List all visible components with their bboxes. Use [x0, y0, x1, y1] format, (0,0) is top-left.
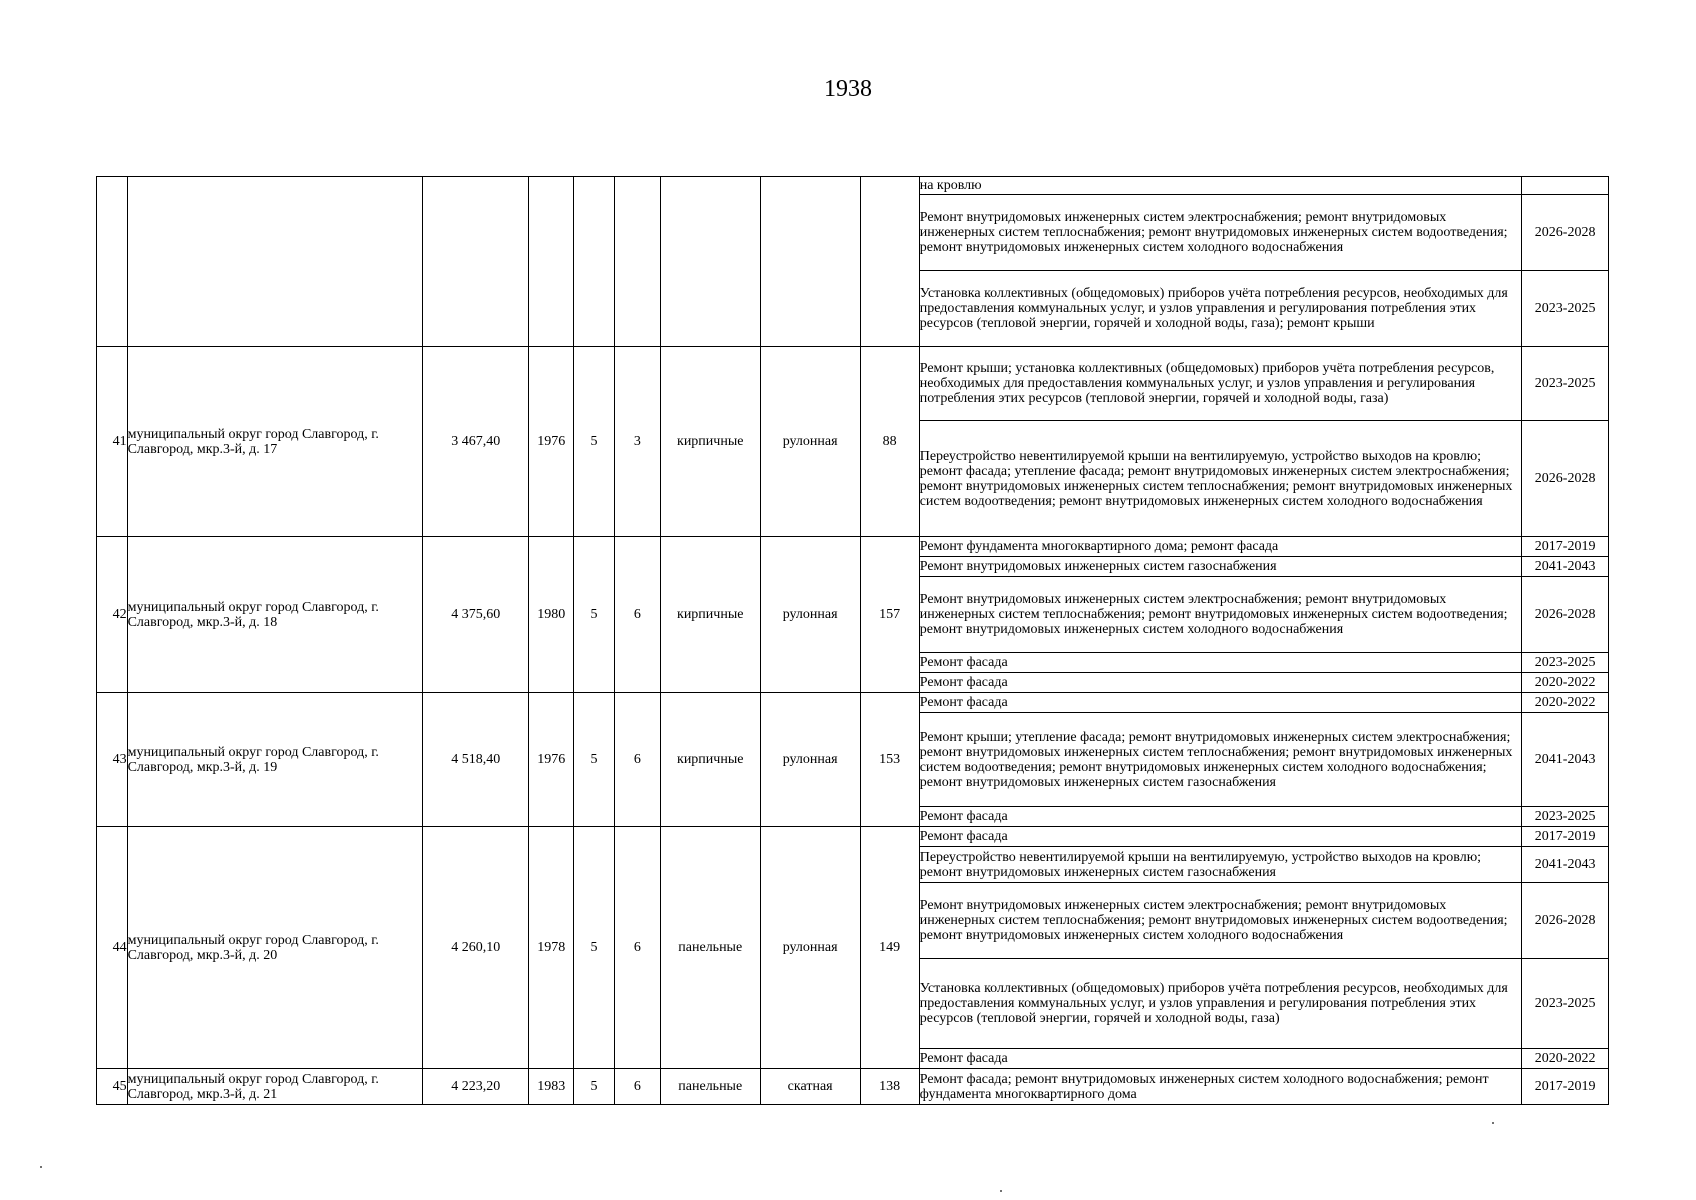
table-row	[97, 693, 1609, 713]
work-description: Ремонт фасада	[919, 693, 1522, 713]
building-year: 1980	[529, 537, 574, 693]
continued-empty-cell	[97, 177, 128, 347]
building-address: муниципальный округ город Славгород, г. Славгород, мкр.3-й, д. 19	[127, 693, 423, 827]
continued-empty-cell	[860, 177, 919, 347]
table-row	[97, 1069, 1609, 1105]
scan-speck	[1492, 1122, 1494, 1124]
work-period: 2023-2025	[1522, 807, 1609, 827]
work-description: Ремонт фундамента многоквартирного дома; ремонт фасада	[919, 537, 1522, 557]
work-description: Ремонт фасада	[919, 827, 1522, 847]
work-period: 2020-2022	[1522, 693, 1609, 713]
work-period: 2041-2043	[1522, 557, 1609, 577]
continued-empty-cell	[574, 177, 615, 347]
building-year: 1978	[529, 827, 574, 1069]
table-row	[97, 177, 1609, 195]
scan-speck	[40, 1166, 42, 1168]
building-floors: 5	[574, 347, 615, 537]
building-entrances: 6	[614, 693, 660, 827]
building-roof: рулонная	[760, 827, 860, 1069]
work-description: Ремонт внутридомовых инженерных систем электроснабжения; ремонт внутридомовых инженерных систем теплоснабжения; ремонт внутридомовых инженерных систем водоотведения; ремонт внутридомовых инженерных систем холодного водоснабжения	[919, 195, 1522, 271]
buildings-table	[96, 176, 1609, 1105]
building-floors: 5	[574, 537, 615, 693]
work-description: Ремонт фасада	[919, 807, 1522, 827]
work-description: Ремонт внутридомовых инженерных систем газоснабжения	[919, 557, 1522, 577]
scan-speck	[1000, 1190, 1002, 1192]
work-description: Ремонт крыши; установка коллективных (общедомовых) приборов учёта потребления ресурсов, необходимых для предоставления коммунальных услуг, и узлов управления и регулирования потребления этих ресурсов (тепловой энергии, горячей и холодной воды, газа)	[919, 347, 1522, 421]
building-entrances: 6	[614, 827, 660, 1069]
building-area: 4 518,40	[423, 693, 529, 827]
work-period: 2017-2019	[1522, 827, 1609, 847]
table-row	[97, 347, 1609, 421]
work-description: на кровлю	[919, 177, 1522, 195]
building-residents: 138	[860, 1069, 919, 1105]
building-year: 1983	[529, 1069, 574, 1105]
building-area: 3 467,40	[423, 347, 529, 537]
building-residents: 149	[860, 827, 919, 1069]
work-period: 2020-2022	[1522, 1049, 1609, 1069]
continued-empty-cell	[614, 177, 660, 347]
work-period: 2017-2019	[1522, 1069, 1609, 1105]
building-year: 1976	[529, 347, 574, 537]
building-roof: рулонная	[760, 537, 860, 693]
building-number: 43	[97, 693, 128, 827]
work-period: 2017-2019	[1522, 537, 1609, 557]
work-period: 2026-2028	[1522, 883, 1609, 959]
work-description: Переустройство невентилируемой крыши на вентилируемую, устройство выходов на кровлю; ремонт внутридомовых инженерных систем газоснабжения	[919, 847, 1522, 883]
building-roof: рулонная	[760, 693, 860, 827]
work-period: 2026-2028	[1522, 421, 1609, 537]
work-period: 2023-2025	[1522, 271, 1609, 347]
building-address: муниципальный округ город Славгород, г. Славгород, мкр.3-й, д. 18	[127, 537, 423, 693]
work-description: Установка коллективных (общедомовых) приборов учёта потребления ресурсов, необходимых для предоставления коммунальных услуг, и узлов управления и регулирования потребления этих ресурсов (тепловой энергии, горячей и холодной воды, газа)	[919, 959, 1522, 1049]
building-residents: 157	[860, 537, 919, 693]
building-address: муниципальный округ город Славгород, г. Славгород, мкр.3-й, д. 20	[127, 827, 423, 1069]
building-walls: кирпичные	[660, 347, 760, 537]
building-address: муниципальный округ город Славгород, г. Славгород, мкр.3-й, д. 17	[127, 347, 423, 537]
building-area: 4 223,20	[423, 1069, 529, 1105]
continued-empty-cell	[660, 177, 760, 347]
table-row	[97, 537, 1609, 557]
work-description: Ремонт фасада	[919, 673, 1522, 693]
building-entrances: 6	[614, 537, 660, 693]
work-period: 2020-2022	[1522, 673, 1609, 693]
building-roof: рулонная	[760, 347, 860, 537]
building-number: 45	[97, 1069, 128, 1105]
table-row	[97, 827, 1609, 847]
work-description: Ремонт фасада	[919, 1049, 1522, 1069]
building-floors: 5	[574, 693, 615, 827]
building-walls: кирпичные	[660, 693, 760, 827]
building-walls: панельные	[660, 827, 760, 1069]
building-walls: панельные	[660, 1069, 760, 1105]
work-description: Установка коллективных (общедомовых) приборов учёта потребления ресурсов, необходимых для предоставления коммунальных услуг, и узлов управления и регулирования потребления этих ресурсов (тепловой энергии, горячей и холодной воды, газа); ремонт крыши	[919, 271, 1522, 347]
building-roof: скатная	[760, 1069, 860, 1105]
work-description: Ремонт внутридомовых инженерных систем электроснабжения; ремонт внутридомовых инженерных систем теплоснабжения; ремонт внутридомовых инженерных систем водоотведения; ремонт внутридомовых инженерных систем холодного водоснабжения	[919, 577, 1522, 653]
work-period: 2026-2028	[1522, 195, 1609, 271]
building-number: 42	[97, 537, 128, 693]
continued-empty-cell	[760, 177, 860, 347]
building-area: 4 260,10	[423, 827, 529, 1069]
page-number: 1938	[824, 76, 872, 102]
building-year: 1976	[529, 693, 574, 827]
work-period: 2023-2025	[1522, 347, 1609, 421]
continued-empty-cell	[127, 177, 423, 347]
work-description: Ремонт фасада	[919, 653, 1522, 673]
work-period: 2023-2025	[1522, 959, 1609, 1049]
work-period: 2023-2025	[1522, 653, 1609, 673]
building-residents: 88	[860, 347, 919, 537]
building-residents: 153	[860, 693, 919, 827]
building-floors: 5	[574, 1069, 615, 1105]
work-description: Переустройство невентилируемой крыши на вентилируемую, устройство выходов на кровлю; ремонт фасада; утепление фасада; ремонт внутридомовых инженерных систем электроснабжения; ремонт внутридомовых инженерных систем теплоснабжения; ремонт внутридомовых инженерных систем водоотведения; ремонт внутридомовых инженерных систем холодного водоснабжения	[919, 421, 1522, 537]
work-description: Ремонт крыши; утепление фасада; ремонт внутридомовых инженерных систем электроснабжения; ремонт внутридомовых инженерных систем теплоснабжения; ремонт внутридомовых инженерных систем водоотведения; ремонт внутридомовых инженерных систем холодного водоснабжения; ремонт внутридомовых инженерных систем газоснабжения	[919, 713, 1522, 807]
building-floors: 5	[574, 827, 615, 1069]
work-period: 2041-2043	[1522, 847, 1609, 883]
continued-empty-cell	[423, 177, 529, 347]
building-number: 44	[97, 827, 128, 1069]
building-entrances: 6	[614, 1069, 660, 1105]
work-period: 2026-2028	[1522, 577, 1609, 653]
building-entrances: 3	[614, 347, 660, 537]
building-address: муниципальный округ город Славгород, г. Славгород, мкр.3-й, д. 21	[127, 1069, 423, 1105]
building-number: 41	[97, 347, 128, 537]
building-area: 4 375,60	[423, 537, 529, 693]
building-walls: кирпичные	[660, 537, 760, 693]
work-period	[1522, 177, 1609, 195]
work-description: Ремонт внутридомовых инженерных систем электроснабжения; ремонт внутридомовых инженерных систем теплоснабжения; ремонт внутридомовых инженерных систем водоотведения; ремонт внутридомовых инженерных систем холодного водоснабжения	[919, 883, 1522, 959]
continued-empty-cell	[529, 177, 574, 347]
work-period: 2041-2043	[1522, 713, 1609, 807]
work-description: Ремонт фасада; ремонт внутридомовых инженерных систем холодного водоснабжения; ремонт фундамента многоквартирного дома	[919, 1069, 1522, 1105]
